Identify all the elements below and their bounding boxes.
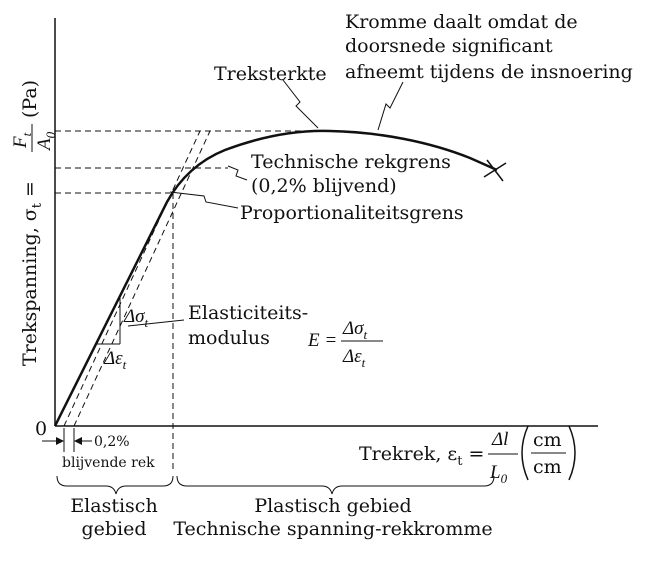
modulus-label-line2: modulus	[188, 327, 270, 349]
necking-note-line1: Kromme daalt omdat de	[345, 11, 578, 33]
delta-eps-label: $\Delta\varepsilon_t$	[104, 348, 127, 372]
offset-note-label: blijvende rek	[62, 455, 155, 471]
elastic-region-line2: gebied	[81, 518, 147, 540]
x-unit-num: cm	[533, 429, 562, 451]
modulus-eq-num: $\Delta\sigma_t$	[343, 318, 368, 342]
modulus-eq-lhs: E =	[308, 330, 338, 351]
necking-note-line3: afneemt tijdens de insnoering	[345, 61, 633, 83]
offset-line-1	[64, 131, 200, 426]
y-frac-den: $A_0$	[34, 131, 58, 150]
x-unit-paren-left	[522, 426, 528, 480]
elastic-region-line1: Elastisch	[70, 495, 158, 517]
x-frac-num: Δl	[492, 429, 509, 450]
plastic-region-line1: Plastisch gebied	[254, 495, 412, 517]
x-frac-den: $L_0$	[490, 462, 508, 486]
leader-proportional	[170, 192, 238, 208]
elastic-brace	[57, 476, 173, 494]
x-axis-label: Trekrek, $\varepsilon_t$ =	[359, 443, 485, 469]
offset-line-2	[74, 131, 210, 426]
proportional-limit-label: Proportionaliteitsgrens	[240, 202, 464, 224]
modulus-eq-den: $\Delta\varepsilon_t$	[343, 346, 366, 370]
plastic-brace	[177, 476, 494, 494]
offset-pct-label: 0,2%	[94, 434, 130, 450]
delta-sigma-label: $\Delta\sigma_t$	[124, 306, 149, 330]
x-unit-den: cm	[533, 456, 562, 478]
modulus-label-line1: Elasticiteits-	[188, 302, 309, 324]
yield-strength-line1: Technische rekgrens	[251, 151, 451, 173]
origin-label: 0	[35, 418, 48, 440]
yield-strength-line2: (0,2% blijvend)	[251, 175, 397, 197]
leader-tensile	[283, 80, 318, 128]
plastic-region-line2: Technische spanning-rekkromme	[173, 518, 493, 540]
tensile-strength-label: Treksterkte	[214, 63, 327, 85]
leader-yield	[228, 166, 247, 180]
y-axis-label: Trekspanning, $\sigma_t$ =	[19, 181, 45, 366]
leader-necking	[378, 82, 403, 130]
y-unit: (Pa)	[19, 79, 41, 118]
x-unit-paren-right	[569, 426, 575, 480]
necking-note-line2: doorsnede significant	[345, 35, 553, 57]
y-frac-num: $F_t$	[10, 132, 34, 148]
y-axis-label-group	[10, 80, 58, 366]
